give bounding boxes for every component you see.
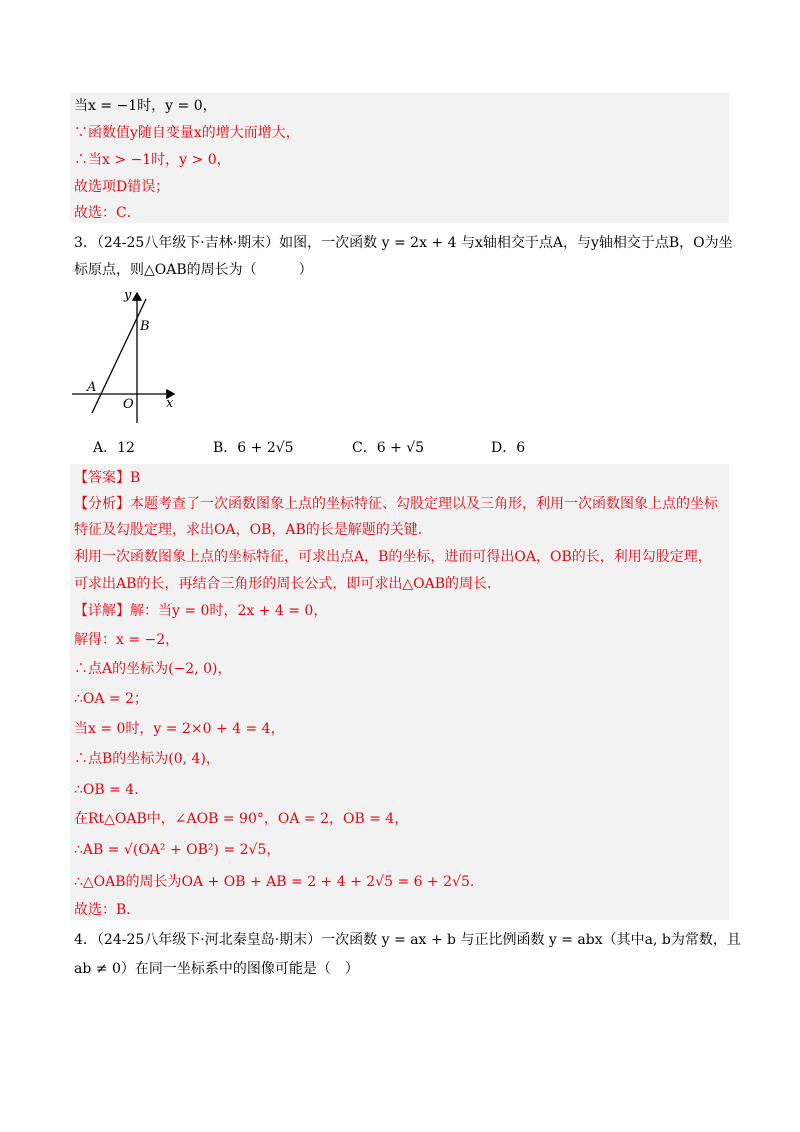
y-axis-label: y [124, 288, 132, 303]
x-axis-label: x [166, 396, 174, 411]
detail-line-3: ∴点A的坐标为(−2, 0)， [74, 661, 232, 677]
point-A-label: A [87, 380, 97, 395]
detail-line-9: ∴AB = √(OA² + OB²) = 2√5， [74, 842, 281, 858]
prev-solution-line-2: ∵函数值y随自变量x的增大而增大， [74, 125, 300, 141]
option-c: C．6 + √5 [352, 440, 425, 456]
detail-line-2: 解得：x = −2， [74, 632, 180, 648]
prev-solution-line-3: ∴当x > −1时，y > 0， [74, 152, 231, 168]
detail-line-7: ∴OB = 4． [74, 782, 149, 798]
detail-line-1: 【详解】解：当y = 0时，2x + 4 = 0， [74, 603, 328, 619]
analysis-line-1: 【分析】本题考查了一次函数图象上点的坐标特征、勾股定理以及三角形，利用一次函数图象上点的坐标 [74, 496, 718, 512]
origin-label: O [123, 397, 134, 412]
question-3-line-2: 标原点，则△OAB的周长为（ ） [74, 262, 313, 278]
question-4-line-1: 4．（24-25八年级下·河北秦皇岛·期末）一次函数 y = ax + b 与正比例函数 y = abx（其中a, b为常数，且 [74, 932, 741, 948]
detail-line-11: 故选：B． [74, 902, 141, 918]
option-b: B．6 + 2√5 [213, 440, 294, 456]
analysis-line-4: 可求出AB的长，再结合三角形的周长公式，即可求出△OAB的周长． [74, 576, 502, 592]
function-line [92, 299, 146, 413]
detail-line-10: ∴△OAB的周长为OA + OB + AB = 2 + 4 + 2√5 = 6 + 2√5． [74, 874, 484, 890]
detail-line-5: 当x = 0时，y = 2×0 + 4 = 4， [74, 721, 285, 737]
analysis-line-3: 利用一次函数图象上点的坐标特征，可求出点A，B的坐标，进而可得出OA，OB的长，利用勾股定理， [74, 549, 712, 565]
option-a: A．12 [93, 440, 135, 456]
prev-solution-line-4: 故选项D错误； [74, 179, 170, 195]
answer-line: 【答案】B [74, 470, 141, 486]
question-3-line-1: 3．（24-25八年级下·吉林·期末）如图，一次函数 y = 2x + 4 与x轴相交于点A，与y轴相交于点B，O为坐 [74, 235, 733, 251]
option-d: D．6 [491, 440, 526, 456]
question-3-figure [66, 285, 206, 425]
detail-line-8: 在Rt△OAB中，∠AOB = 90°，OA = 2，OB = 4， [74, 811, 409, 827]
prev-solution-line-1: 当x = −1时，y = 0， [74, 98, 217, 114]
detail-line-4: ∴OA = 2； [74, 691, 149, 707]
prev-solution-line-5: 故选：C． [74, 205, 141, 221]
question-4-line-2: ab ≠ 0）在同一坐标系中的图像可能是（ ） [74, 961, 359, 977]
analysis-line-2: 特征及勾股定理，求出OA，OB，AB的长是解题的关键． [74, 522, 432, 538]
detail-line-6: ∴点B的坐标为(0, 4)， [74, 751, 220, 767]
point-B-label: B [140, 319, 150, 334]
